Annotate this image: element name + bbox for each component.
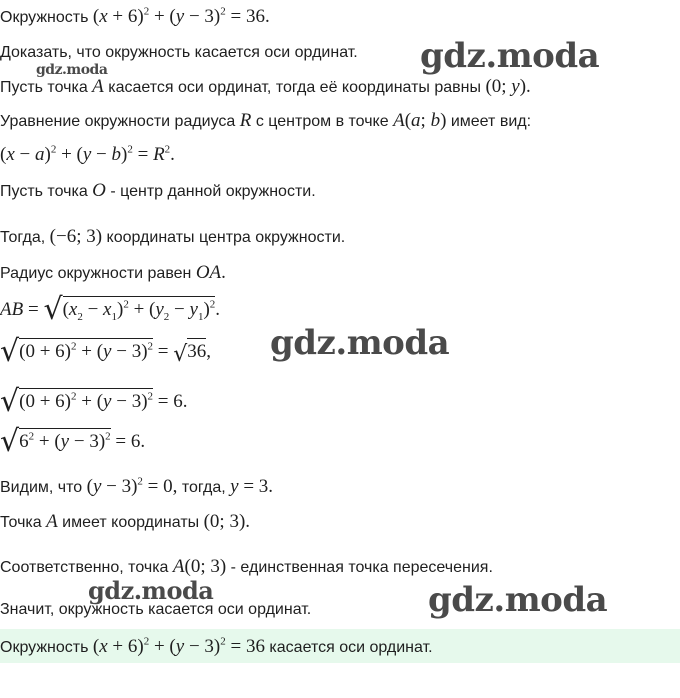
task-statement: Доказать, что окружность касается оси ординат.: [0, 44, 358, 61]
center-o-statement: Пусть точка O - центр данной окружности.: [0, 180, 316, 201]
simplified-equation: $√6^2 + (y - 3)^2 = 6$.: [0, 424, 146, 459]
general-circle-equation: $(x - a)^2 + (y - b)^2 = R^2$.: [0, 143, 175, 165]
center-coords-statement: Тогда, (−6; 3) координаты центра окружности.: [0, 226, 346, 247]
watermark-logo: gdz.moda: [36, 62, 108, 78]
point-a-coords: (0; y).: [485, 76, 531, 97]
general-equation-intro: Уравнение окружности радиуса R с центром в точке A(a; b) имеет вид:: [0, 110, 532, 131]
distance-substitution: $√(0 + 6)^2 + (y - 3)^2 = √36$,: [0, 334, 212, 369]
point-a-coords-result: Точка A имеет координаты (0; 3).: [0, 511, 251, 532]
point-a-symbol: A: [92, 76, 104, 97]
unique-intersection-statement: Соответственно, точка A(0; 3) - единственная точка пересечения.: [0, 556, 493, 577]
distance-equals-six: $√(0 + 6)^2 + (y - 3)^2 = 6$.: [0, 384, 188, 419]
circle-equation: $(x + 6)^2 + (y - 3)^2 = 36$.: [92, 5, 270, 27]
watermark-logo: gdz.moda: [428, 580, 608, 620]
watermark-logo: gdz.moda: [420, 36, 600, 76]
conclusion-statement: Значит, окружность касается оси ординат.: [0, 601, 312, 618]
distance-formula: AB = $√(x_2 - x_1)^2 + (y_2 - y_1)^2$.: [0, 292, 221, 327]
equation-statement: [0, 6, 270, 28]
watermark-logo: gdz.moda: [88, 576, 214, 605]
watermark-logo: gdz.moda: [270, 323, 450, 363]
final-answer: Окружность $(x + 6)^2 + (y - 3)^2 = 36$ касается оси ординат.: [0, 635, 433, 657]
radius-statement: Радиус окружности равен OA.: [0, 262, 226, 283]
solve-y-statement: Видим, что $(y - 3)^2 = 0$, тогда, y = 3.: [0, 475, 274, 497]
point-a-statement: Пусть точка A касается оси ординат, тогда её координаты равны (0; y).: [0, 76, 531, 97]
text-okruzhnost: Окружность: [0, 9, 89, 26]
